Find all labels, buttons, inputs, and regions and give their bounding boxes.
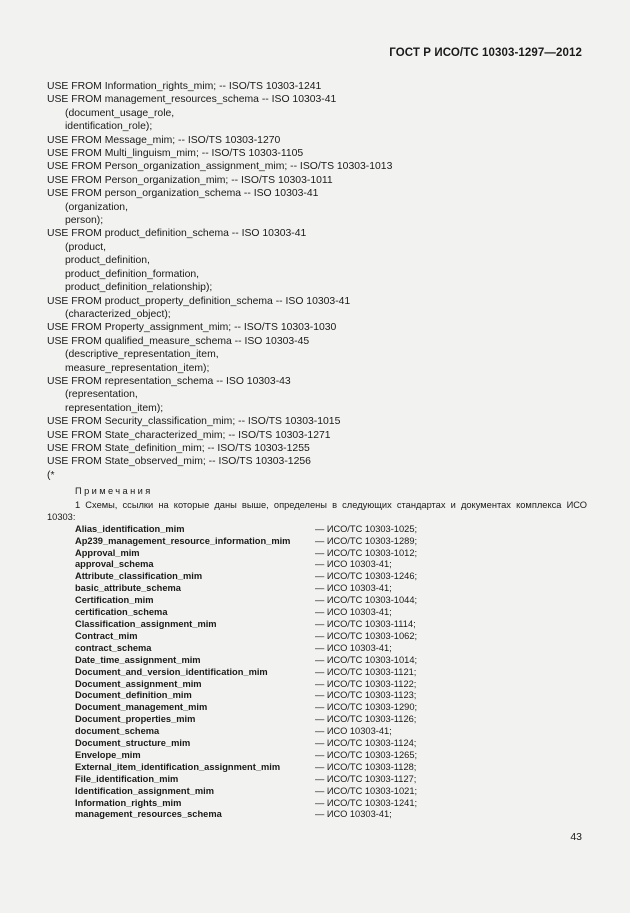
code-line: product_definition_relationship);: [65, 282, 213, 294]
standard-reference: — ИСО/ТС 10303-1014;: [315, 654, 418, 665]
schema-name: External_item_identification_assignment_mim: [75, 761, 281, 772]
standard-reference: — ИСО/ТС 10303-1121;: [315, 666, 417, 677]
schema-name: Document_and_version_identification_mim: [75, 666, 268, 677]
standard-reference: — ИСО 10303-41;: [315, 642, 392, 653]
schema-reference-row: [47, 595, 587, 607]
schema-name: basic_attribute_schema: [75, 583, 181, 594]
code-line: (representation,: [65, 389, 138, 401]
code-line: USE FROM State_definition_mim; -- ISO/TS 10303-1255: [47, 442, 310, 454]
code-line: USE FROM State_observed_mim; -- ISO/TS 10303-1256: [47, 456, 311, 468]
standard-reference: — ИСО/ТС 10303-1241;: [315, 797, 418, 808]
schema-name: Envelope_mim: [75, 749, 141, 760]
schema-reference-row: [47, 738, 587, 750]
code-line: product_definition_formation,: [65, 268, 200, 280]
code-line: product_definition,: [65, 255, 150, 267]
schema-reference-row: [47, 762, 587, 774]
schema-name: contract_schema: [75, 642, 152, 653]
schema-reference-row: [47, 679, 587, 691]
schema-name: approval_schema: [75, 559, 154, 570]
schema-name: management_resources_schema: [75, 809, 222, 820]
code-line: USE FROM State_characterized_mim; -- ISO/TS 10303-1271: [47, 429, 331, 441]
code-line: USE FROM Person_organization_assignment_mim; -- ISO/TS 10303-1013: [47, 161, 393, 173]
schema-name: Date_time_assignment_mim: [75, 654, 201, 665]
schema-reference-row: [47, 750, 587, 762]
schema-reference-row: [47, 786, 587, 798]
code-line: representation_item);: [65, 402, 164, 414]
code-line: measure_representation_item);: [65, 362, 210, 374]
schema-name: document_schema: [75, 726, 160, 737]
schema-reference-row: [47, 559, 587, 571]
schema-reference-row: [47, 774, 587, 786]
code-line: (product,: [65, 241, 107, 253]
standard-reference: — ИСО 10303-41;: [315, 726, 392, 737]
schema-reference-row: [47, 548, 587, 560]
standard-reference: — ИСО/ТС 10303-1123;: [315, 690, 417, 701]
schema-reference-row: [47, 809, 587, 821]
standard-reference: — ИСО/ТС 10303-1124;: [315, 738, 417, 749]
standard-reference: — ИСО/ТС 10303-1246;: [315, 571, 418, 582]
schema-reference-row: [47, 571, 587, 583]
schema-reference-row: [47, 619, 587, 631]
schema-name: Classification_assignment_mim: [75, 618, 217, 629]
code-line: person);: [65, 215, 104, 227]
schema-reference-row: [47, 726, 587, 738]
code-line: (document_usage_role,: [65, 107, 175, 119]
code-line: USE FROM representation_schema -- ISO 10303-43: [47, 375, 291, 387]
standard-reference: — ИСО 10303-41;: [315, 559, 392, 570]
standard-reference: — ИСО/ТС 10303-1025;: [315, 523, 418, 534]
notes-intro: 1 Схемы, ссылки на которые даны выше, определены в следующих стандартах и документах комплекса ИСО 10303:: [47, 499, 587, 522]
schema-name: Alias_identification_mim: [75, 523, 185, 534]
schema-reference-row: [47, 667, 587, 679]
schema-reference-row: [47, 702, 587, 714]
standard-reference: — ИСО/ТС 10303-1114;: [315, 618, 416, 629]
schema-name: certification_schema: [75, 607, 168, 618]
schema-reference-table: [47, 524, 587, 822]
schema-reference-row: [47, 536, 587, 548]
schema-reference-row: [47, 798, 587, 810]
code-line: USE FROM person_organization_schema -- ISO 10303-41: [47, 188, 319, 200]
code-line: USE FROM Property_assignment_mim; -- ISO/TS 10303-1030: [47, 322, 337, 334]
code-line: (descriptive_representation_item,: [65, 349, 219, 361]
code-line: USE FROM Message_mim; -- ISO/TS 10303-1270: [47, 134, 281, 146]
standard-reference: — ИСО/ТС 10303-1044;: [315, 595, 418, 606]
code-line: (organization,: [65, 201, 128, 213]
schema-reference-row: [47, 714, 587, 726]
page-header: ГОСТ Р ИСО/ТС 10303-1297—2012: [389, 47, 582, 59]
code-line: USE FROM product_property_definition_schema -- ISO 10303-41: [47, 295, 351, 307]
standard-reference: — ИСО/ТС 10303-1062;: [315, 630, 418, 641]
code-line: (characterized_object);: [65, 308, 171, 320]
schema-name: Certification_mim: [75, 595, 154, 606]
standard-reference: — ИСО/ТС 10303-1012;: [315, 547, 418, 558]
code-line: USE FROM management_resources_schema -- ISO 10303-41: [47, 94, 337, 106]
schema-name: Information_rights_mim: [75, 797, 182, 808]
page-number: 43: [570, 831, 582, 843]
schema-reference-row: [47, 631, 587, 643]
code-line: USE FROM Information_rights_mim; -- ISO/TS 10303-1241: [47, 81, 322, 92]
schema-name: File_identification_mim: [75, 773, 179, 784]
notes-title: Примечания: [75, 486, 153, 496]
standard-reference: — ИСО 10303-41;: [315, 809, 392, 820]
schema-name: Document_structure_mim: [75, 738, 191, 749]
standard-reference: — ИСО/ТС 10303-1290;: [315, 702, 418, 713]
standard-reference: — ИСО/ТС 10303-1289;: [315, 535, 418, 546]
schema-name: Document_properties_mim: [75, 714, 196, 725]
schema-name: Identification_assignment_mim: [75, 785, 214, 796]
standard-reference: — ИСО/ТС 10303-1126;: [315, 714, 417, 725]
standard-reference: — ИСО/ТС 10303-1127;: [315, 773, 417, 784]
schema-reference-row: [47, 690, 587, 702]
code-line: USE FROM qualified_measure_schema -- ISO 10303-45: [47, 335, 310, 347]
standard-reference: — ИСО/ТС 10303-1122;: [315, 678, 417, 689]
schema-name: Document_definition_mim: [75, 690, 192, 701]
schema-name: Approval_mim: [75, 547, 140, 558]
schema-name: Document_assignment_mim: [75, 678, 202, 689]
standard-reference: — ИСО/ТС 10303-1265;: [315, 749, 418, 760]
code-line: USE FROM Security_classification_mim; -- ISO/TS 10303-1015: [47, 416, 341, 428]
schema-name: Ap239_management_resource_information_mim: [75, 535, 291, 546]
code-line: USE FROM Multi_linguism_mim; -- ISO/TS 10303-1105: [47, 148, 304, 160]
schema-name: Document_management_mim: [75, 702, 208, 713]
code-line: identification_role);: [65, 121, 153, 133]
schema-reference-row: [47, 655, 587, 667]
schema-reference-row: [47, 524, 587, 536]
code-line: USE FROM product_definition_schema -- ISO 10303-41: [47, 228, 307, 240]
schema-name: Attribute_classification_mim: [75, 571, 203, 582]
standard-reference: — ИСО 10303-41;: [315, 583, 392, 594]
standard-reference: — ИСО 10303-41;: [315, 607, 392, 618]
code-line: USE FROM Person_organization_mim; -- ISO/TS 10303-1011: [47, 174, 333, 186]
schema-name: Contract_mim: [75, 630, 138, 641]
schema-reference-row: [47, 583, 587, 595]
standard-reference: — ИСО/ТС 10303-1021;: [315, 785, 418, 796]
notes-section: [47, 486, 587, 821]
code-line: (*: [47, 469, 55, 481]
schema-reference-row: [47, 607, 587, 619]
express-code-block: [47, 80, 587, 482]
schema-reference-row: [47, 643, 587, 655]
standard-reference: — ИСО/ТС 10303-1128;: [315, 761, 417, 772]
